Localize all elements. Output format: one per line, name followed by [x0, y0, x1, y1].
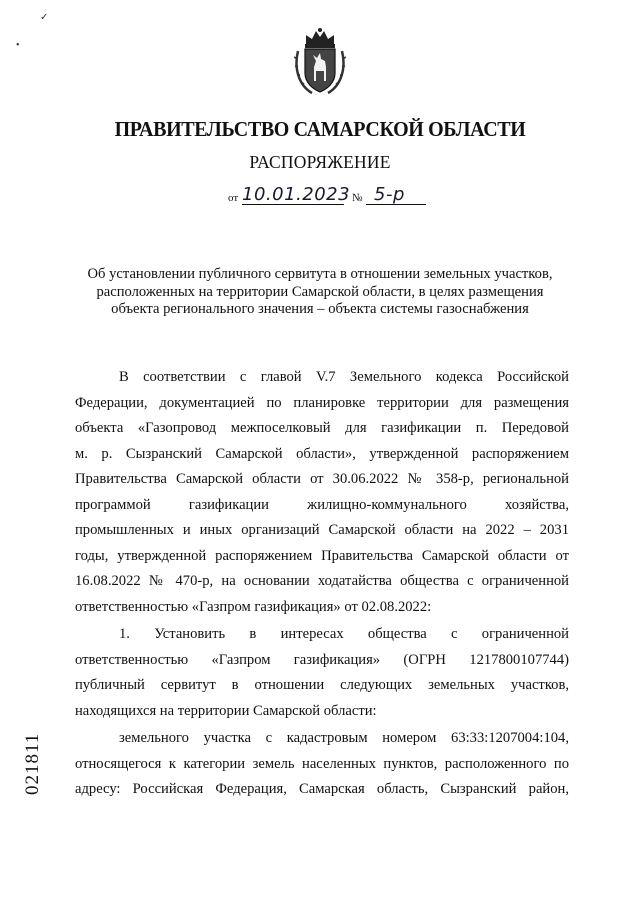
text-line: публичный сервитут в отношении следующих земельных участков, [75, 677, 569, 693]
parcel-paragraph [75, 726, 569, 803]
number-prefix: № [352, 192, 363, 204]
text-line: годы, утвержденной распоряжением Правительства Самарской области от [75, 547, 569, 564]
text-line: объекта «Газопровод межпоселковый для газификации п. Передовой [75, 420, 569, 436]
title-line: объекта регионального значения – объекта системы газоснабжения [111, 301, 529, 317]
margin-serial-number: 021811 [22, 732, 43, 795]
text-line: Федерации, документацией по планировке территории для размещения [75, 394, 569, 411]
text-line: программой газификации жилищно-коммунального хозяйства, [75, 496, 569, 513]
pen-mark: • [16, 40, 20, 51]
text-line: относящегося к категории земель населенных пунктов, расположенного по [75, 755, 569, 772]
text-line: ответственностью «Газпром газификация» (ОГРН 1217800107744) [75, 651, 569, 668]
coat-of-arms-emblem [294, 27, 346, 97]
text-line: адресу: Российская Федерация, Самарская область, Сызранский район, [75, 781, 569, 797]
text-line: 16.08.2022 № 470-р, на основании ходатайства общества с ограниченной [75, 573, 569, 589]
text-line: находящихся на территории Самарской области: [75, 702, 377, 719]
text-line: 1. Установить в интересах общества с ограниченной [119, 626, 569, 642]
text-line: В соответствии с главой V.7 Земельного кодекса Российской [119, 369, 569, 385]
text-line: ответственностью «Газпром газификация» от 02.08.2022: [75, 598, 432, 615]
document-title [60, 266, 580, 319]
document-type: РАСПОРЯЖЕНИЕ [249, 152, 391, 172]
document-date: 10.01.2023 [242, 184, 351, 205]
document-number: 5-р [374, 184, 405, 205]
pen-mark: ✓ [40, 12, 49, 23]
text-line: промышленных и иных организаций Самарской области на 2022 – 2031 [75, 522, 569, 538]
text-line: земельного участка с кадастровым номером 63:33:1207004:104, [119, 730, 569, 746]
preamble-paragraph [75, 365, 569, 620]
title-line: Об установлении публичного сервитута в отношении земельных участков, [87, 266, 553, 282]
text-line: Правительства Самарской области от 30.06.2022 № 358-р, региональной [75, 471, 569, 487]
title-line: расположенных на территории Самарской области, в целях размещения [96, 283, 544, 300]
item-1-paragraph [75, 622, 569, 724]
date-number-line [228, 184, 428, 210]
text-line: м. р. Сызранский Самарской области», утвержденной распоряжением [75, 445, 569, 462]
date-prefix: от [228, 192, 239, 204]
organization-title: ПРАВИТЕЛЬСТВО САМАРСКОЙ ОБЛАСТИ [114, 117, 526, 141]
